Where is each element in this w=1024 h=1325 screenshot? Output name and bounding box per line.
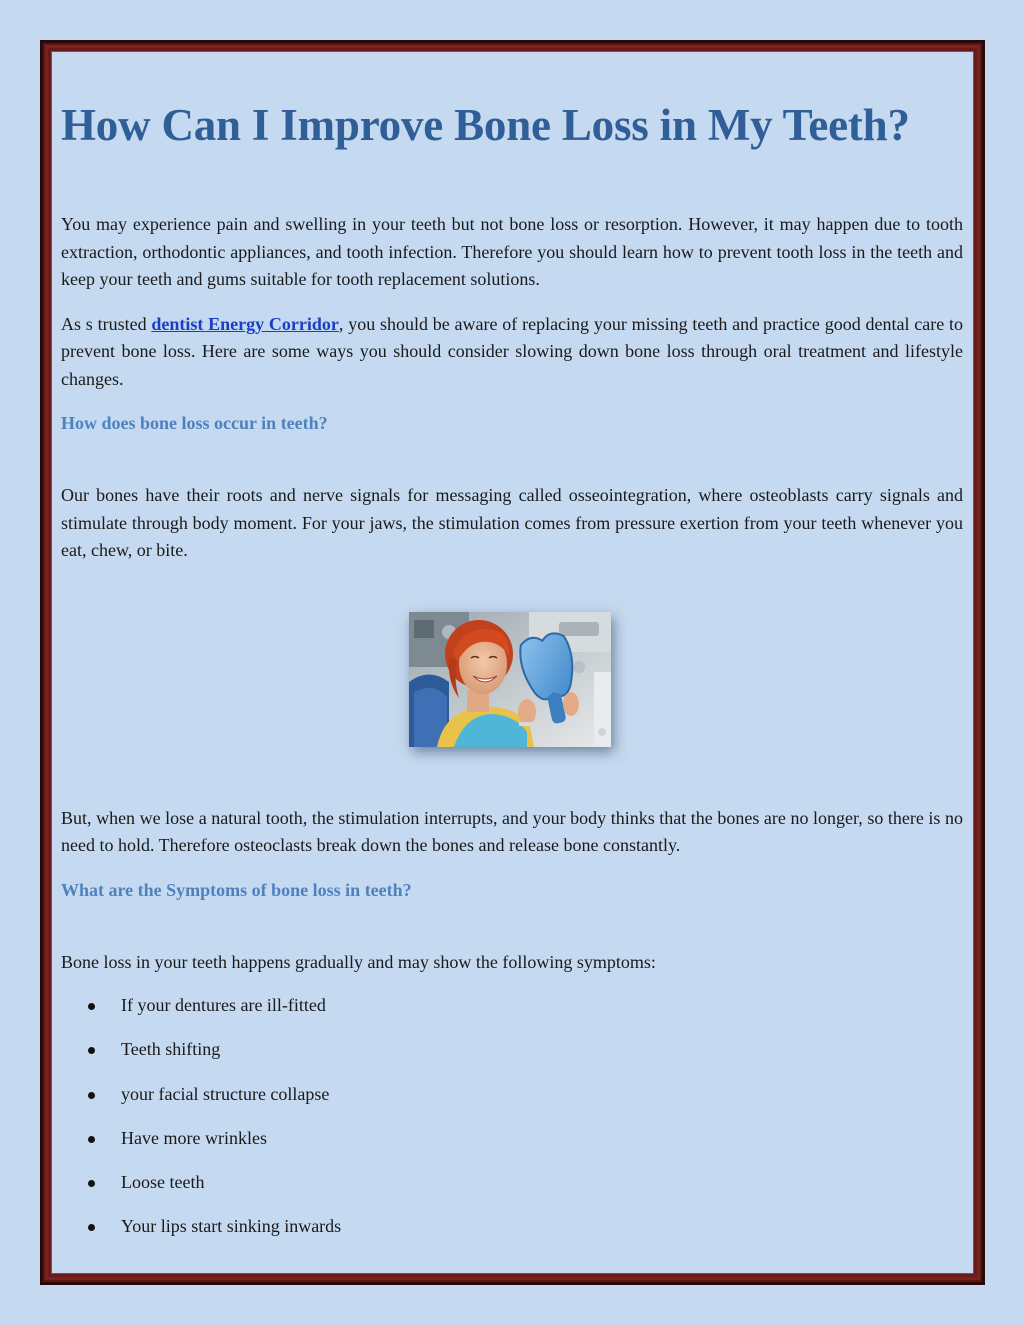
bullet-icon — [88, 1092, 95, 1099]
symptoms-intro-paragraph: Bone loss in your teeth happens gradually and may show the following symptoms: — [61, 951, 656, 972]
list-item — [61, 992, 963, 1019]
list-item — [61, 1036, 963, 1063]
document-body — [61, 90, 963, 1258]
symptoms-list — [61, 992, 963, 1240]
patient-mirror-illustration — [409, 612, 611, 747]
dentist-paragraph-rest: , you should be aware of replacing your missing teeth and practice good dental care to prevent bone loss. Here are some ways you should consider slowing down bone loss through oral treatment and lifestyle changes. — [61, 313, 963, 389]
bullet-icon — [88, 1136, 95, 1143]
dentist-paragraph-lead: As s trusted — [61, 313, 152, 334]
list-item-text: Have more wrinkles — [121, 1127, 267, 1148]
bullet-icon — [88, 1224, 95, 1231]
bullet-icon — [88, 1003, 95, 1010]
section-heading-symptoms: What are the Symptoms of bone loss in teeth? — [61, 879, 412, 900]
dentist-energy-corridor-link[interactable]: dentist Energy Corridor — [151, 313, 339, 334]
list-item-text: Teeth shifting — [121, 1039, 221, 1060]
dentist-paragraph — [61, 311, 963, 394]
list-item — [61, 1125, 963, 1152]
list-item-text: Your lips start sinking inwards — [121, 1216, 342, 1237]
list-item-text: Loose teeth — [121, 1172, 205, 1193]
osteoclasts-paragraph: But, when we lose a natural tooth, the stimulation interrupts, and your body thinks that the bones are no longer, so there is no need to hold. Therefore osteoclasts break down the bones and release bone constantly. — [61, 807, 963, 855]
list-item — [61, 1081, 963, 1108]
bullet-icon — [88, 1180, 95, 1187]
page-title: How Can I Improve Bone Loss in My Teeth? — [61, 100, 910, 150]
list-item-text: If your dentures are ill-fitted — [121, 995, 326, 1015]
list-item — [61, 1169, 963, 1196]
section-heading-bone-loss: How does bone loss occur in teeth? — [61, 413, 328, 433]
intro-paragraph: You may experience pain and swelling in your teeth but not bone loss or resorption. However, it may happen due to tooth extraction, orthodontic appliances, and tooth infection. Therefore you should learn how to prevent tooth loss in the teeth and keep your teeth and gums suitable for tooth replacement solutions. — [61, 214, 963, 289]
bullet-icon — [88, 1047, 95, 1054]
list-item-text: your facial structure collapse — [121, 1083, 330, 1104]
list-item — [61, 1213, 963, 1240]
osseointegration-paragraph: Our bones have their roots and nerve signals for messaging called osseointegration, where osteoblasts carry signals and stimulate through body moment. For your jaws, the stimulation comes from pressure exertion from your teeth whenever you eat, chew, or bite. — [61, 485, 963, 560]
dental-patient-photo — [409, 612, 611, 747]
